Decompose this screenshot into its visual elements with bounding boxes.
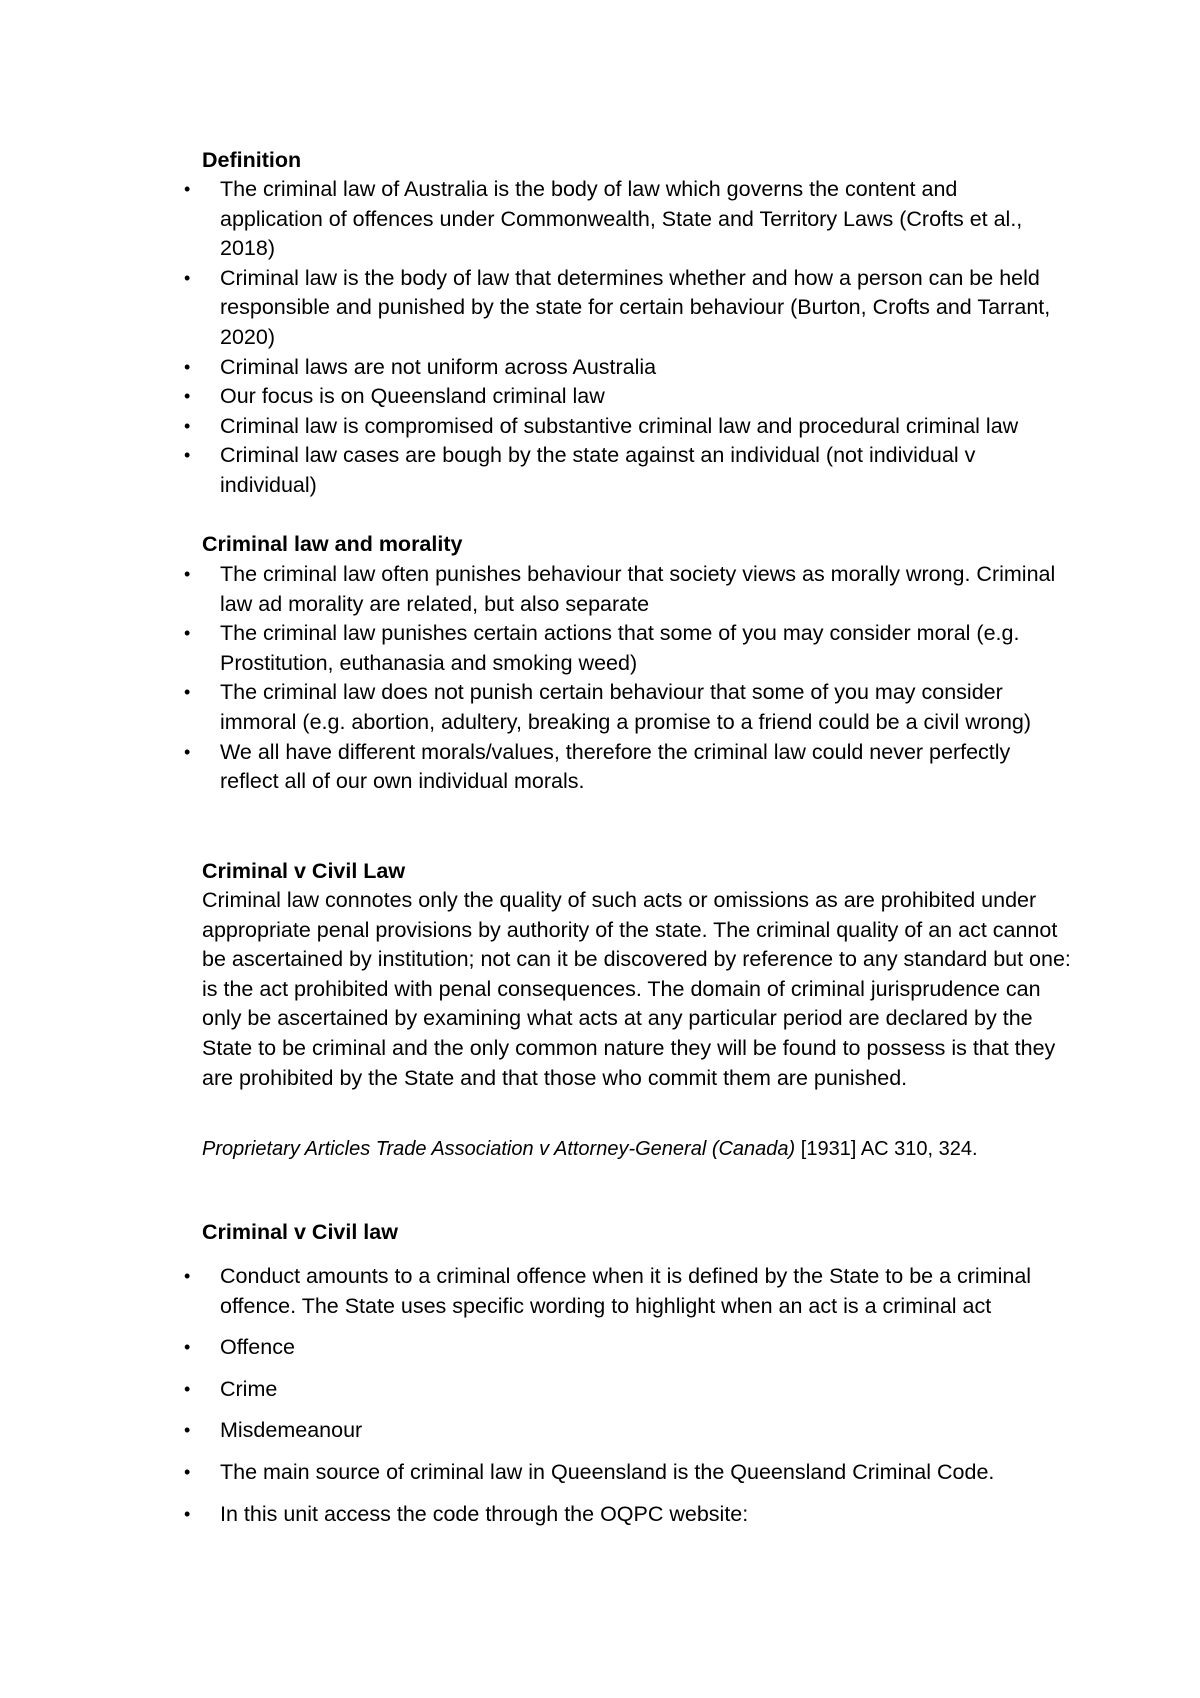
heading-criminal-v-civil: Criminal v Civil Law: [202, 859, 406, 883]
bullet-icon: •: [184, 356, 191, 377]
bullet-icon: •: [184, 1461, 191, 1482]
bullet-icon: •: [184, 1337, 191, 1358]
list-item: • Criminal law cases are bough by the state against an individual (not individual v individual): [184, 443, 976, 497]
bullet-icon: •: [184, 1266, 191, 1286]
bullet-icon: •: [184, 179, 191, 199]
citation-reference: [1931] AC 310, 324.: [795, 1138, 978, 1160]
list-item: • The criminal law often punishes behaviour that society views as morally wrong. Criminal law ad morality are related, but also separate: [184, 562, 1056, 616]
list-item: • The criminal law does not punish certain behaviour that some of you may consider immoral (e.g. abortion, adultery, breaking a promise to a friend could be a civil wrong): [184, 680, 1032, 734]
citation-case-name: Proprietary Articles Trade Association v Attorney-General (Canada): [202, 1138, 796, 1160]
list-item: • Criminal law is the body of law that determines whether and how a person can be held responsible and punished by the state for certain behaviour (Burton, Crofts and Tarrant, 2020): [184, 265, 1051, 349]
list-item: • We all have different morals/values, therefore the criminal law could never perfectly reflect all of our own individual morals.: [184, 739, 1011, 794]
case-citation: [202, 1135, 1082, 1165]
definition-list: [0, 175, 1200, 501]
list-item: • Conduct amounts to a criminal offence when it is defined by the State to be a criminal offence. The State uses specific wording to highlight when an act is a criminal act: [184, 1264, 1032, 1318]
bullet-icon: •: [184, 386, 191, 407]
heading-definition: Definition: [202, 148, 302, 172]
civil-list: [0, 1262, 1200, 1541]
list-item: • Our focus is on Queensland criminal law: [0, 382, 1060, 412]
quote-paragraph: Criminal law connotes only the quality of such acts or omissions as are prohibited under appropriate penal provisions by authority of the state. The criminal quality of an act cannot be ascertained by institution; not can it be discovered by reference to any standard but one: is the act prohibited with penal consequences. The domain of criminal jurisprudence can only be ascertained by examining what acts at any particular period are declared by the State to be criminal and the only common nature they will be found to possess is that they are prohibited by the State and that those who commit them are punished.: [202, 888, 1071, 1090]
morality-list: [0, 560, 1200, 797]
list-item: • The criminal law of Australia is the body of law which governs the content and application of offences under Commonwealth, State and Territory Laws (Crofts et al., 2018): [184, 177, 1023, 261]
bullet-icon: •: [184, 623, 191, 644]
bullet-icon: •: [184, 1420, 191, 1441]
list-item: • Misdemeanour: [0, 1416, 1060, 1446]
heading-criminal-v-civil-law: Criminal v Civil law: [202, 1220, 398, 1244]
bullet-icon: •: [184, 741, 191, 762]
list-item: • Criminal law is compromised of substantive criminal law and procedural criminal law: [0, 412, 1060, 442]
list-item: • In this unit access the code through the OQPC website:: [0, 1500, 1060, 1530]
list-item: • Offence: [0, 1333, 1060, 1363]
bullet-icon: •: [184, 1503, 191, 1524]
bullet-icon: •: [184, 415, 191, 436]
bullet-icon: •: [184, 445, 191, 466]
list-item: • The main source of criminal law in Queensland is the Queensland Criminal Code.: [0, 1458, 1060, 1488]
bullet-icon: •: [184, 682, 191, 703]
list-item: • Criminal laws are not uniform across Australia: [0, 353, 1060, 383]
bullet-icon: •: [184, 267, 191, 288]
heading-morality: Criminal law and morality: [202, 532, 463, 556]
bullet-icon: •: [184, 1378, 191, 1399]
bullet-icon: •: [184, 564, 191, 584]
list-item: • The criminal law punishes certain actions that some of you may consider moral (e.g. Prostitution, euthanasia and smoking weed): [184, 621, 1020, 675]
list-item: • Crime: [0, 1375, 1060, 1405]
